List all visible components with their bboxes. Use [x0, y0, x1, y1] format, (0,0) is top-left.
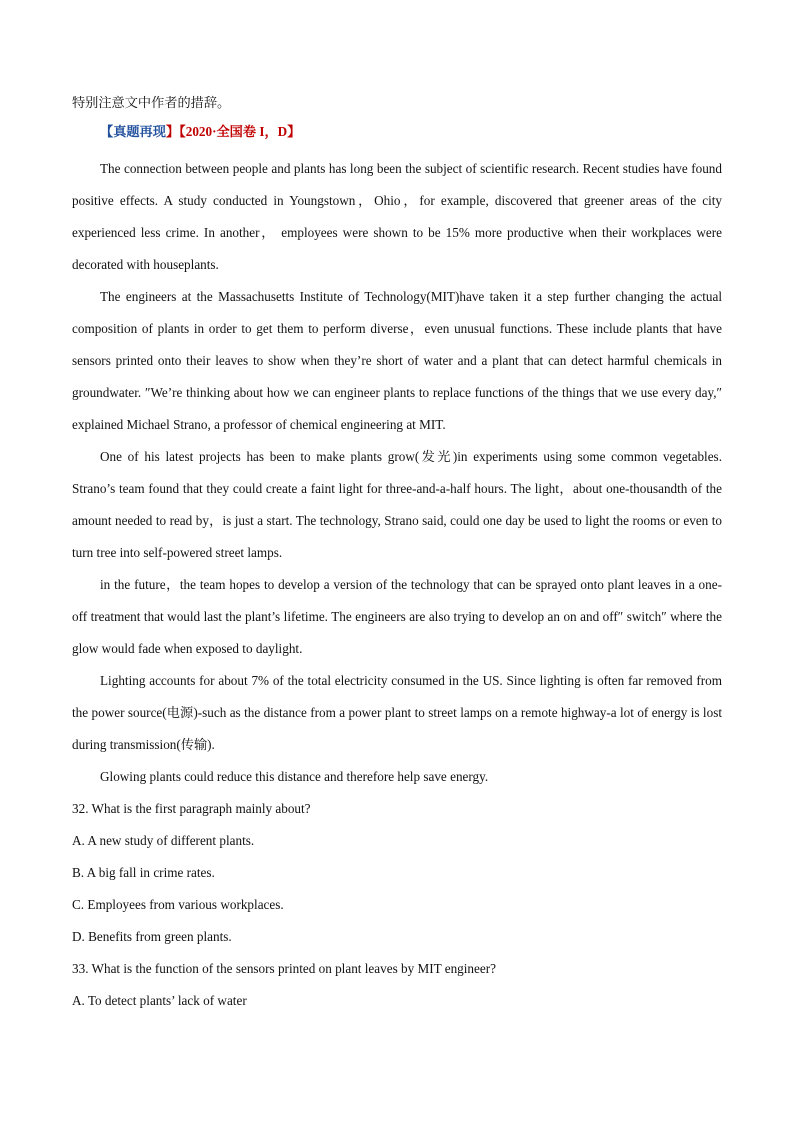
source-label: 真题再现 — [113, 124, 166, 139]
passage-paragraph: in the future，the team hopes to develop a version of the technology that can be sprayed onto plant leaves in a one-off treatment that would last the plant’s lifetime. The engineers are also trying to develop an on and off″ switch″ where the glow would fade when exposed to daylight. — [72, 577, 722, 656]
option-32-d: D. Benefits from green plants. — [72, 929, 232, 944]
passage — [72, 153, 722, 793]
question-list — [72, 793, 722, 1017]
source-heading — [72, 121, 722, 143]
passage-paragraph: Lighting accounts for about 7% of the total electricity consumed in the US. Since lighting is often far removed from the power source(电源)-such as the distance from a power plant to street lamps on a remote highway-a lot of energy is lost during transmission(传输). — [72, 673, 722, 752]
passage-paragraph: One of his latest projects has been to make plants grow(发光)in experiments using some common vegetables. Strano’s team found that they could create a faint light for three-and-a-half hours. The light，about one-thousandth of the amount needed to read by，is just a start. The technology, Strano said, could one day be used to light the rooms or even to turn tree into self-powered street lamps. — [72, 449, 722, 560]
option-33-a: A. To detect plants’ lack of water — [72, 993, 247, 1008]
option-32-a: A. A new study of different plants. — [72, 833, 255, 848]
source-bracket-open: 【 — [100, 124, 114, 139]
source-bracket-mid: 】【 — [165, 124, 186, 139]
source-bracket-close: 】 — [287, 124, 301, 139]
passage-paragraph: Glowing plants could reduce this distance and therefore help save energy. — [100, 769, 489, 784]
option-32-c: C. Employees from various workplaces. — [72, 897, 284, 912]
passage-paragraph: The engineers at the Massachusetts Institute of Technology(MIT)have taken it a step further changing the actual composition of plants in order to get them to perform diverse，even unusual functions. These include plants that have sensors printed onto their leaves to show when they’re short of water and a plant that can detect harmful chemicals in groundwater. ″We’re thinking about how we can engineer plants to replace functions of the things that we use every day,″ explained Michael Strano, a professor of chemical engineering at MIT. — [72, 289, 722, 432]
instruction-note: 特别注意文中作者的措辞。 — [72, 95, 231, 110]
source-year: 2020·全国卷 I，D — [185, 124, 288, 139]
option-32-b: B. A big fall in crime rates. — [72, 865, 215, 880]
document-page — [72, 92, 722, 1017]
passage-paragraph: The connection between people and plants has long been the subject of scientific research. Recent studies have found positive effects. A study conducted in Youngstown，Ohio，for example, discovered that greener areas of the city experienced less crime. In another， employees were shown to be 15% more productive when their workplaces were decorated with houseplants. — [72, 161, 722, 272]
question-32: 32. What is the first paragraph mainly about? — [72, 801, 311, 816]
question-33: 33. What is the function of the sensors printed on plant leaves by MIT engineer? — [72, 961, 496, 976]
